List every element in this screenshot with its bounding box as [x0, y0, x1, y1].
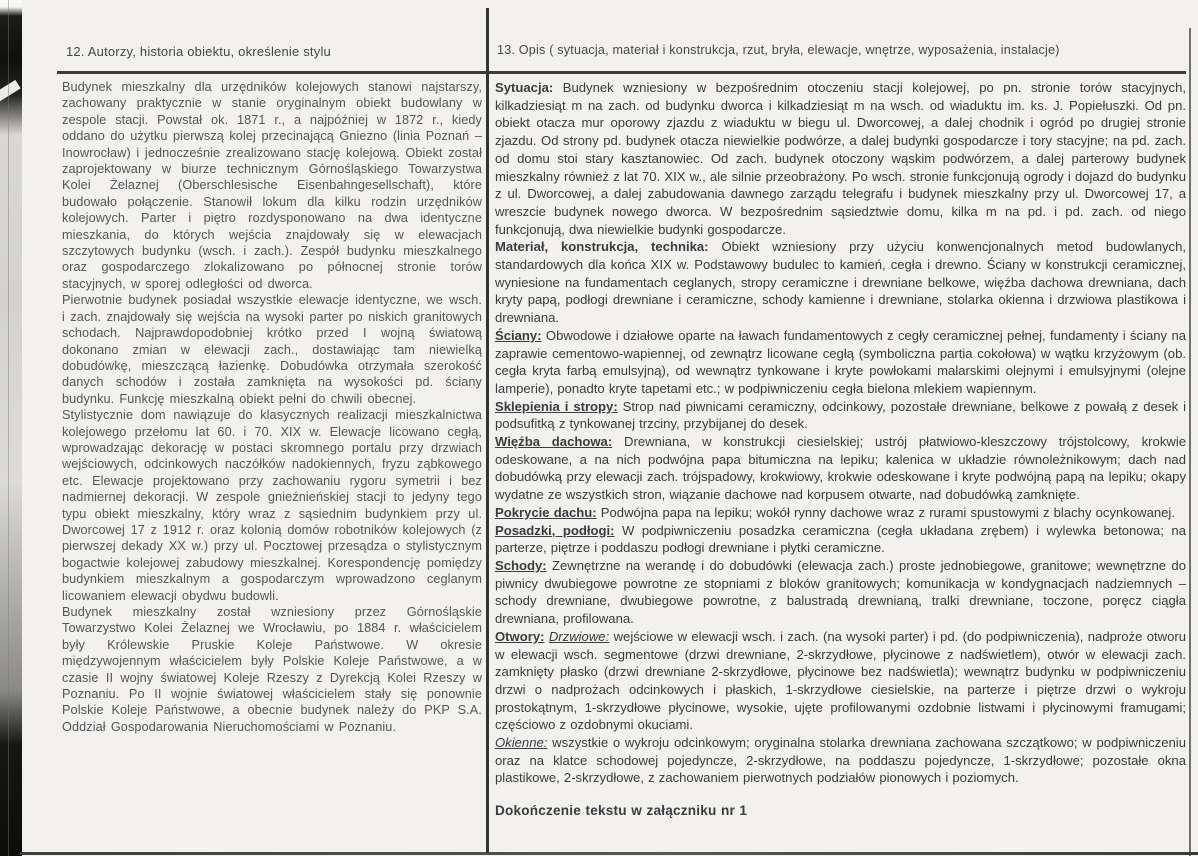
section-sublabel-drzwiowe: Drzwiowe: [548, 628, 610, 644]
section-label-okienne: Okienne: [495, 735, 548, 751]
section-text: Podwójna papa na lepiku; wokół rynny dachowe wraz z rurami spustowymi z blachy ocynkowanej. [600, 504, 1175, 520]
section-label-posadzki: Posadzki, podłogi: [495, 522, 615, 538]
section-text: W podpiwniczeniu posadzka ceramiczna (cegła układana zrębem) i wylewka betonowa; na parterze, piętrze i poddaszu podłogi drewniane i płytki ceramiczne. [495, 522, 1186, 556]
section-text: Zewnętrzne na werandę i do dobudówki (elewacja zach.) proste jednobiegowe, granitowe; wewnętrzne do piwnicy dwubiegowe powrotne ze stopniami z bloków granitowych; komunikacja w kondygnacjach nadziemnych – schody drewniane, dwubiegowe powrotne, z balustradą drewnianą, tralki drewniane, toczone, poręcz ciągła drewniana, profilowana. [495, 557, 1186, 627]
field-13-header: 13. Opis ( sytuacja, materiał i konstrukcja, rzut, bryła, elewacje, wnętrze, wyposażenia, instalacje) [497, 43, 1060, 57]
section-label-sytuacja: Sytuacja: [495, 80, 554, 95]
history-paragraph-2: Pierwotnie budynek posiadał wszystkie elewacje identyczne, we wsch. i zach. znajdowały się wejścia na wysoki parter po niskich granitowych schodach. Najprawdopodobniej krótko przed I wojną światową dokonano zmian w elewacji zach., dostawiając tam niewielką dobudówkę, mieszczącą łazienkę. Dobudówka otrzymała szerokość danych schodów i została zamknięta na wysokości pd. ściany budynku. Funkcję mieszkalną obiekt pełni do chwili obecnej. [62, 293, 482, 406]
section-label-sklepienia: Sklepienia i stropy: [495, 398, 618, 414]
history-paragraph-1: Budynek mieszkalny dla urzędników kolejowych stanowi najstarszy, zachowany praktycznie w stanie oryginalnym obiekt budowlany w zespole stacji. Powstał ok. 1871 r., a najpóźniej w 1872 r., kiedy oddano do użytku pierwszą kolej przecinającą Gniezno (linia Poznań – Inowrocław) i jednocześnie zrealizowano stację kolejową. Obiekt został zaprojektowany w biurze technicznym Górnośląskiego Towarzystwa Kolei Żelaznej (Oberschlesische Eisenbahngesellschaft), które budowało połączenie. Stanowił lokum dla kilku rodzin urzędników kolejowych. Parter i piętro rozdysponowano na dwa identyczne mieszkania, do których wejścia znajdowały się w elewacjach szczytowych budynku (wsch. i zach.). Zespół budynku mieszkalnego oraz gospodarczego zlokalizowano po północnej stronie torów stacyjnych, w sporej odległości od dworca. [62, 80, 482, 291]
scan-edge-right [1189, 28, 1191, 856]
section-posadzki-podlogi [495, 522, 1186, 557]
section-text: Budynek wzniesiony w bezpośrednim otoczeniu stacji kolejowej, po pn. stronie torów stacyjnych, kilkadziesiąt m na zach. od budynku dworca i kilkadziesiąt m na wsch. od wiaduktu im. ks. J. Popiełuszki. Od pn. obiekt otacza mur oporowy zjazdu z wiaduktu w biegu ul. Dworcowej, a dalej chodnik i ogród po drugiej stronie zjazdu. Od strony pd. budynek otacza niewielkie podwórze, a dalej budynki gospodarcze i tory stacyjne; na pd. zach. od domu stoi stary kasztanowiec. Od zach. budynek otoczony wąskim podwórzem, a dalej parterowy budynek mieszkalny również z lat 70. XIX w., ale silnie przeobrażony. Po wsch. stronie funkcjonują ogrody i dojazd do budynku z ul. Dworcowej, a dalej zabudowania dawnego zarządu telegrafu i budynek mieszkalny przy ul. Dworcowej 17, a wreszcie budynek nowego dworca. W bezpośrednim sąsiedztwie domu, kilka m na pd. i pd. zach. od niego funkcjonują, dwa niewielkie budynki gospodarcze. [495, 80, 1187, 237]
continuation-note: Dokończenie tekstu w załączniku nr 1 [495, 803, 748, 819]
section-label-schody: Schody: [495, 557, 547, 573]
left-column-authors-history [62, 79, 482, 735]
section-sklepienia-stropy [495, 398, 1186, 433]
section-sciany [495, 327, 1186, 398]
section-text: wejściowe w elewacji wsch. i zach. (na wysoki parter) i pd. (do podpiwniczenia), nadproże otworu w elewacji wsch. segmentowe (drzwi drewniane, 2-skrzydłowe, płycinowe z nadświetlem), otwór w elewacji zach. zamknięty płasko (drzwi drewniane 2-skrzydłowe, płycinowe bez nadświetla); wewnątrz budynku w podpiwniczeniu drzwi o nadprożach odcinkowych i płaskich, 1-skrzydłowe ciesielskie, na parterze i piętrze drzwi o wykroju prostokątnym, 1-skrzydłowe płycinowe, wysokie, ujęte profilowanymi ozdobnie listwami i płycinowymi framugami; częściowo z ozdobnymi okuciami. [495, 628, 1187, 733]
scan-edge-bottom [20, 852, 1198, 855]
history-paragraph-4: Budynek mieszkalny został wzniesiony przez Górnośląskie Towarzystwo Kolei Żelaznej we Wrocławiu, po 1884 r. właścicielem były Królewskie Pruskie Koleje Państwowe. W okresie międzywojennym właścicielem były Polskie Koleje Państwowe, a w czasie II wojny światowej Koleje Rzeszy z Dyrekcją Kolei Rzeszy w Poznaniu. Po II wojnie światowej właścicielem stały się ponownie Polskie Koleje Państwowe, a obecnie budynek należy do PKP S.A. Oddział Gospodarowania Nieruchomościami w Poznaniu. [62, 605, 482, 734]
column-divider-line [486, 8, 489, 853]
section-pokrycie-dachu [495, 504, 1186, 522]
section-text: Drewniana, w konstrukcji ciesielskiej; ustrój płatwiowo-kleszczowy trójstolcowy, krokwie odeskowane, a na nich podwójna papa bitumiczna na lepiku; kalenica w układzie równoleżnikowym; dach nad dobudówką przy elewacji zach. trójspadowy, krokwiowy, krokwie odeskowane i kryte podwójną papą na lepiku; okapy wydatne ze wszystkich stron, wiązanie dachowe nad korpusem otwarte, nad dobudówką zamknięte. [495, 434, 1187, 503]
section-text: wszystkie o wykroju odcinkowym; oryginalna stolarka drewniana zachowana szczątkowo; w podpiwniczeniu oraz na klatce schodowej pojedyncze, 2-skrzydłowe, na poddaszu pojedyncze, 1-skrzydłowe; pozostałe okna plastikowe, 2-skrzydłowe, z zachowaniem pierwotnych podziałów pionowych i poziomych. [495, 735, 1186, 786]
section-otwory-drzwiowe [495, 628, 1186, 734]
field-12-header: 12. Autorzy, historia obiektu, określenie stylu [66, 44, 331, 59]
scan-edge-left-line [8, 0, 9, 856]
scan-edge-left [0, 0, 22, 856]
right-column-description [495, 79, 1186, 820]
header-rule-line [57, 71, 1186, 74]
section-text: Obwodowe i działowe oparte na ławach fundamentowych z cegły ceramicznej pełnej, fundamenty i ściany na zaprawie cementowo-wapiennej, od zewnątrz licowane cegłą (symboliczna partia cokołowa) w wątku krzyżowym (ob. cegła kryta farbą emulsyjną), od wewnątrz tynkowane i kryte powłokami malarskimi olejnymi i emulsyjnymi (olejne lamperie), ponadto kryte tapetami etc.; w podpiwniczeniu cegła bielona mlekiem wapiennym. [495, 327, 1187, 396]
section-sytuacja [495, 79, 1186, 238]
section-label-otwory: Otwory: [495, 628, 545, 644]
section-text: Strop nad piwnicami ceramiczny, odcinkowy, pozostałe drewniane, belkowe z powałą z desek i podsufitką z tynkowanej trzciny, przybijanej do desek. [495, 398, 1187, 432]
section-otwory-okienne [495, 734, 1186, 787]
section-material-konstrukcja [495, 238, 1186, 327]
section-label-sciany: Ściany: [495, 327, 542, 343]
section-wiezba-dachowa [495, 433, 1186, 504]
section-label-material: Materiał, konstrukcja, technika: [495, 239, 709, 255]
section-label-pokrycie: Pokrycie dachu: [495, 504, 597, 520]
section-label-wiezba: Więźba dachowa: [495, 434, 613, 450]
history-paragraph-3: Stylistycznie dom nawiązuje do klasycznych realizacji mieszkalnictwa kolejowego przełomu lat 60. i 70. XIX w. Elewacje licowano cegłą, wprowadzając dekorację w postaci skromnego portalu przy drzwiach wejściowych, odcinkowych naczółków nadokiennych, fryzu ząbkowego etc. Elewacje projektowano przy zachowaniu rygoru symetrii i bez nadmiernej dekoracji. W zespole gnieźnieńskiej stacji to jedyny tego typu obiekt mieszkalny, który wraz z sąsiednim budynkiem przy ul. Dworcowej 17 z 1912 r. oraz kolonią domów robotników kolejowych (z pierwszej dekady XX w.) przy ul. Pocztowej przesądza o stylistycznym bogactwie kolejowej zabudowy mieszkalnej. Korespondencję pomiędzy budynkiem mieszkalnym a gospodarczym wprowadzono ceglanym licowaniem elewacji obydwu budowli. [62, 408, 482, 603]
section-text: Obiekt wzniesiony przy użyciu konwencjonalnych metod budowlanych, standardowych dla końca XIX w. Podstawowy budulec to kamień, cegła i drewno. Ściany w konstrukcji ceramicznej, wyniesione na fundamentach ceglanych, stropy ceramiczne i drewniane belkowe, więźba dachowa drewniana, dach kryty papą, podłogi drewniane i ceramiczne, schody kamienne i drewniane, stolarka okienna i drzwiowa plastikowa i drewniana. [495, 239, 1186, 326]
section-schody [495, 557, 1186, 628]
